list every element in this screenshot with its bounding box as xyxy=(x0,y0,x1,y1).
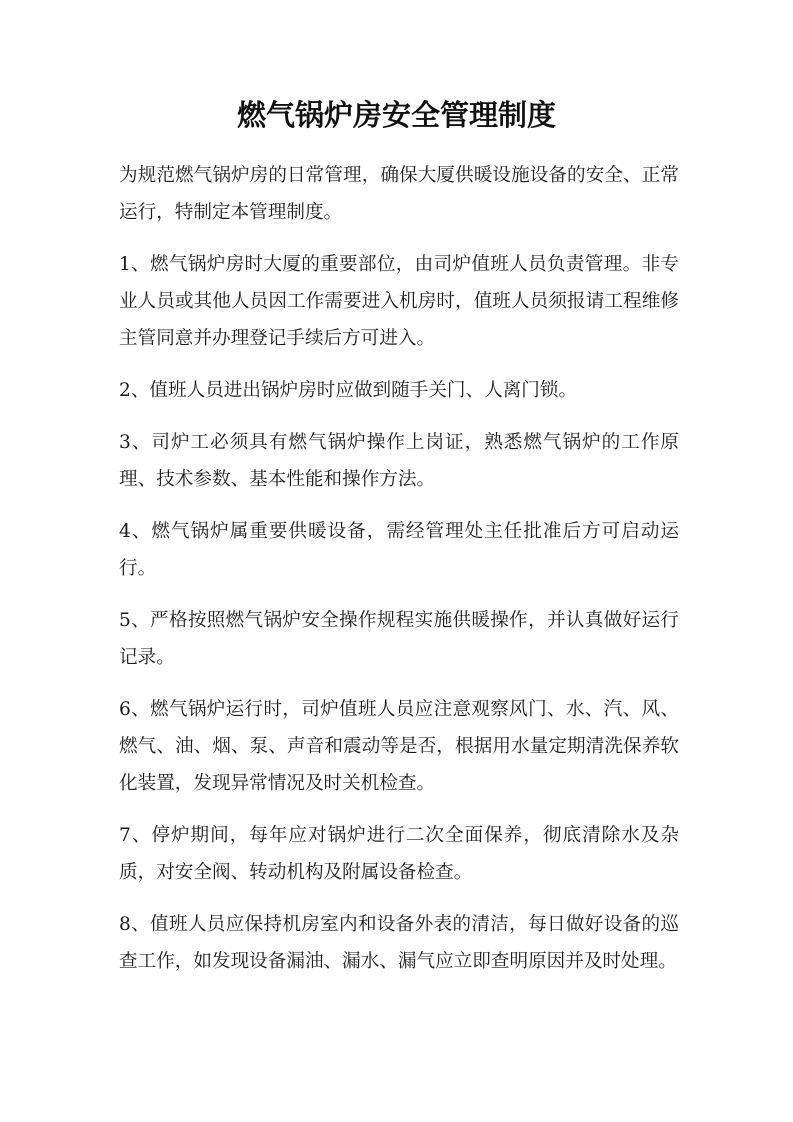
intro-paragraph: 为规范燃气锅炉房的日常管理，确保大厦供暖设施设备的安全、正常运行，特制定本管理制度。 xyxy=(119,165,679,223)
document-body xyxy=(119,157,679,995)
rule-paragraph-7: 7、停炉期间，每年应对锅炉进行二次全面保养，彻底清除水及杂质，对安全阀、转动机构及附属设备检查。 xyxy=(119,825,679,883)
rule-paragraph-8: 8、值班人员应保持机房室内和设备外表的清洁，每日做好设备的巡查工作，如发现设备漏油、漏水、漏气应立即查明原因并及时处理。 xyxy=(119,914,679,972)
document-title: 燃气锅炉房安全管理制度 xyxy=(236,98,556,132)
rule-paragraph-3: 3、司炉工必须具有燃气锅炉操作上岗证，熟悉燃气锅炉的工作原理、技术参数、基本性能和操作方法。 xyxy=(119,432,679,490)
rule-paragraph-4: 4、燃气锅炉属重要供暖设备，需经管理处主任批准后方可启动运行。 xyxy=(119,521,679,579)
rule-paragraph-5: 5、严格按照燃气锅炉安全操作规程实施供暖操作，并认真做好运行记录。 xyxy=(119,610,679,668)
rule-paragraph-1: 1、燃气锅炉房时大厦的重要部位，由司炉值班人员负责管理。非专业人员或其他人员因工作需要进入机房时，值班人员须报请工程维修主管同意并办理登记手续后方可进入。 xyxy=(119,254,679,349)
rule-paragraph-2: 2、值班人员进出锅炉房时应做到随手关门、人离门锁。 xyxy=(119,380,578,401)
rule-paragraph-6: 6、燃气锅炉运行时，司炉值班人员应注意观察风门、水、汽、风、燃气、油、烟、泵、声音和震动等是否，根据用水量定期清洗保养软化装置，发现异常情况及时关机检查。 xyxy=(119,699,679,794)
